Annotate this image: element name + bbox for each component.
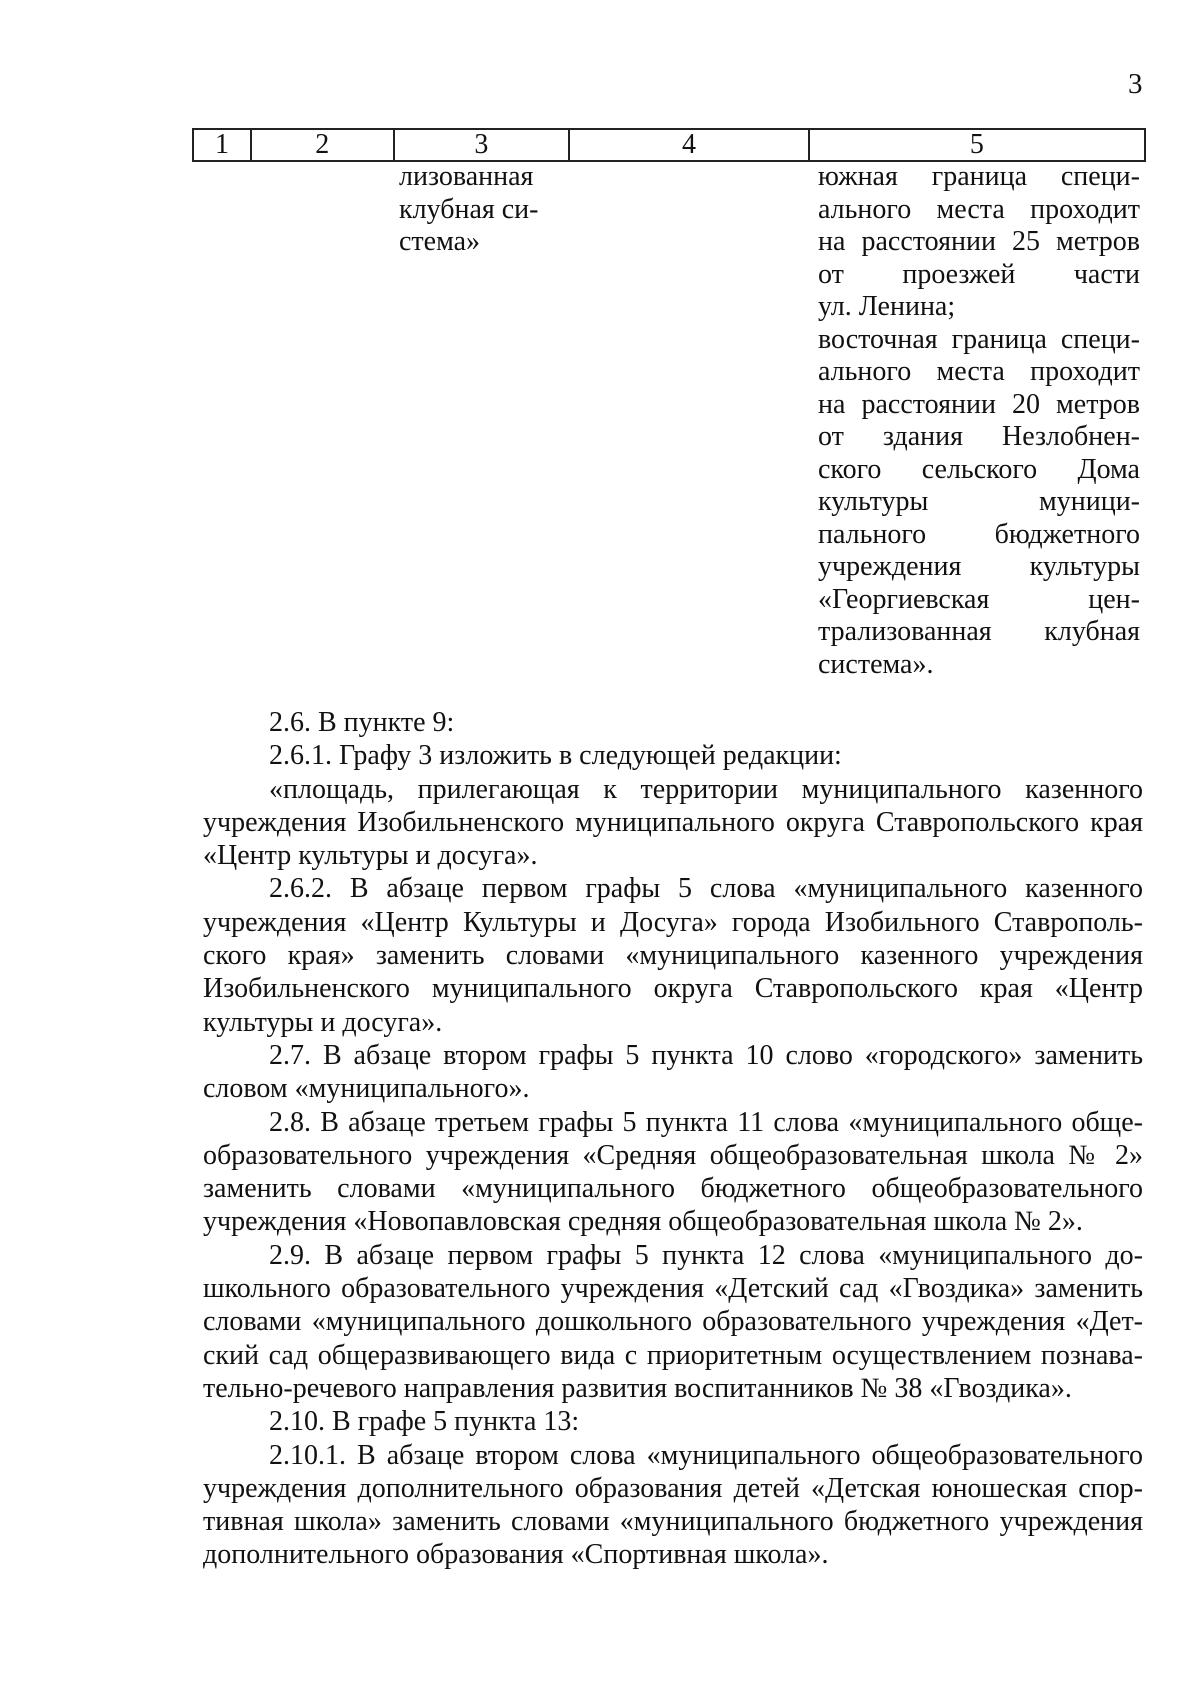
table-cell-line: учреждения культуры: [818, 551, 1140, 582]
paragraph-line: 2.6.1. Графу 3 изложить в следующей редакции:: [269, 740, 842, 772]
column-header-table: [192, 128, 1146, 162]
paragraph-line: учреждения дополнительного образования детей «Детская юношеская спор-: [203, 1472, 1143, 1504]
table-cell-line: от проезжей части: [818, 258, 1140, 290]
paragraph-line: дополнительного образования «Спортивная школа».: [203, 1539, 829, 1571]
paragraph-line: образовательного учреждения «Средняя общеобразовательная школа № 2»: [203, 1139, 1143, 1171]
page-number: 3: [1128, 68, 1143, 100]
table-cell-line: на расстоянии 25 метров: [818, 226, 1140, 257]
paragraph-line: 2.6. В пункте 9:: [269, 707, 455, 738]
table-cell-line: южная граница специ-: [818, 161, 1140, 192]
table-cell-line: ул. Ленина;: [818, 291, 956, 322]
column-number-4: 4: [569, 129, 808, 161]
paragraph-line: 2.8. В абзаце третьем графы 5 пункта 11 слова «муниципального обще-: [269, 1106, 1143, 1138]
column-number-3: 3: [394, 129, 570, 161]
paragraph-line: ский сад общеразвивающего вида с приоритетным осуществлением познава-: [203, 1339, 1143, 1371]
paragraph: [203, 1405, 1143, 1438]
paragraph-line: тельно-речевого направления развития воспитанников № 38 «Гвоздика».: [203, 1372, 1072, 1404]
table-header-row: [193, 129, 1145, 161]
table-cell-line: стема»: [399, 226, 481, 257]
document-body: [203, 706, 1143, 1572]
table-cell-line: от здания Незлобнен-: [818, 421, 1140, 452]
table-cell-line: пального бюджетного: [818, 518, 1140, 550]
table-cell-line: восточная граница специ-: [818, 323, 1140, 355]
paragraph-line: заменить словами «муниципального бюджетного общеобразовательного: [203, 1173, 1143, 1205]
paragraph-line: тивная школа» заменить словами «муниципального бюджетного учреждения: [203, 1506, 1143, 1538]
table-cell-line: культуры муници-: [818, 486, 1140, 517]
paragraph-line: учреждения «Новопавловская средняя общеобразовательная школа № 2».: [203, 1206, 1083, 1238]
paragraph-line: 2.10.1. В абзаце втором слова «муниципального общеобразовательного: [269, 1439, 1143, 1471]
paragraph-line: 2.7. В абзаце втором графы 5 пункта 10 слово «городского» заменить: [269, 1039, 1143, 1071]
table-cell-line: лизованная: [399, 161, 534, 192]
column-number-5: 5: [809, 129, 1145, 161]
paragraph-line: ского края» заменить словами «муниципального казенного учреждения: [203, 940, 1143, 972]
paragraph: [203, 739, 1143, 772]
paragraph-line: Изобильненского муниципального округа Ставропольского края «Центр: [203, 973, 1143, 1005]
table-cell-line: на расстоянии 20 метров: [818, 388, 1140, 420]
table-cell-line: ального места проходит: [818, 356, 1140, 387]
table-cell-line: клубная си-: [399, 193, 539, 225]
paragraph: [203, 1106, 1143, 1239]
column-number-1: 1: [193, 129, 251, 161]
paragraph: [203, 1039, 1143, 1106]
paragraph-line: 2.10. В графе 5 пункта 13:: [269, 1406, 580, 1438]
paragraph-line: словом «муниципального».: [203, 1073, 530, 1105]
paragraph-line: «площадь, прилегающая к территории муниципального казенного: [269, 773, 1143, 805]
table-column-5-text: [818, 161, 1140, 681]
table-column-3-text: [399, 161, 554, 259]
paragraph-line: культуры и досуга».: [203, 1006, 443, 1038]
paragraph-line: словами «муниципального дошкольного образовательного учреждения «Дет-: [203, 1306, 1143, 1338]
paragraph-line: школьного образовательного учреждения «Детский сад «Гвоздика» заменить: [203, 1273, 1143, 1305]
table-cell-line: система».: [818, 648, 934, 680]
paragraph: [203, 706, 1143, 739]
paragraph: [203, 872, 1143, 1038]
table-cell-line: трализованная клубная: [818, 616, 1140, 647]
paragraph-line: 2.6.2. В абзаце первом графы 5 слова «муниципального казенного: [269, 873, 1143, 905]
paragraph: [203, 773, 1143, 873]
table-cell-line: «Георгиевская цен-: [818, 583, 1140, 615]
table-cell-line: ального места проходит: [818, 193, 1140, 225]
paragraph: [203, 1239, 1143, 1405]
paragraph-line: учреждения Изобильненского муниципального округа Ставропольского края: [203, 806, 1143, 838]
paragraph: [203, 1439, 1143, 1572]
column-number-2: 2: [251, 129, 394, 161]
table-cell-line: ского сельского Дома: [818, 453, 1140, 485]
paragraph-line: учреждения «Центр Культуры и Досуга» города Изобильного Ставрополь-: [203, 906, 1143, 938]
paragraph-line: «Центр культуры и досуга».: [203, 840, 538, 872]
paragraph-line: 2.9. В абзаце первом графы 5 пункта 12 слова «муниципального до-: [269, 1239, 1143, 1271]
